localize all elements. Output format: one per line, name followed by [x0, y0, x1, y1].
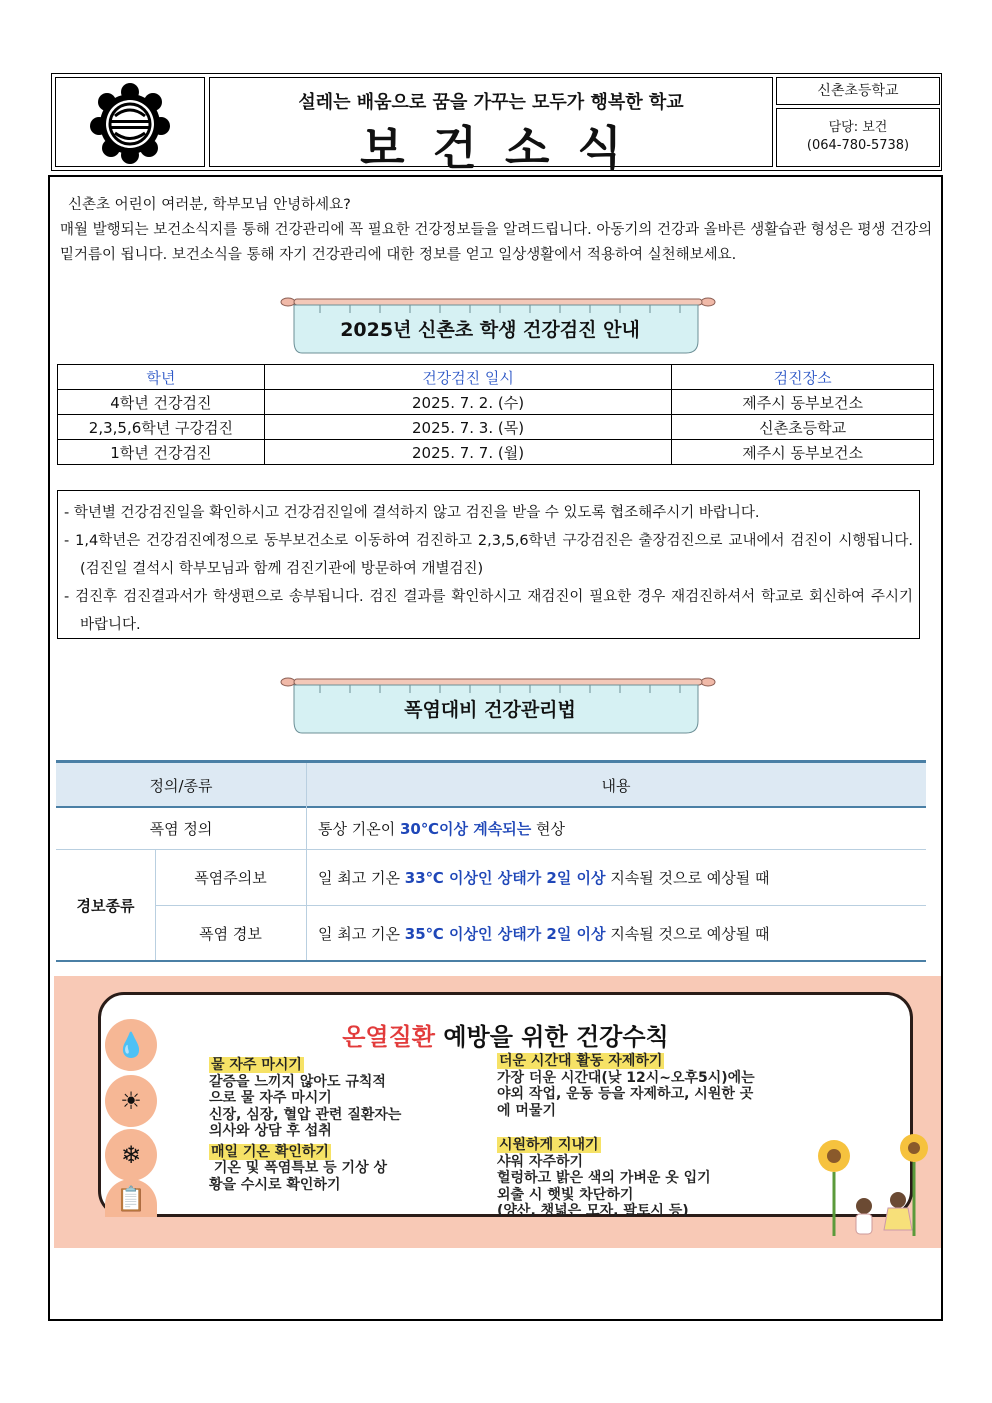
school-logo — [55, 77, 205, 167]
tip-heading: 더운 시간대 활동 자제하기 — [499, 1053, 663, 1069]
grade-cell: 1학년 건강검진 — [58, 440, 265, 465]
sunflower-kids-illustration-icon — [794, 1126, 941, 1248]
place-cell: 제주시 동부보건소 — [672, 440, 934, 465]
date-cell: 2025. 7. 7. (월) — [264, 440, 672, 465]
contact-person: 담당: 보건 — [828, 120, 888, 135]
tip-heading: 시원하게 지내기 — [499, 1137, 599, 1153]
newsletter-title-box — [209, 77, 773, 175]
definition-label: 폭염 정의 — [149, 820, 213, 838]
poster-left-column: 물 자주 마시기 갈증을 느끼지 않아도 규칙적 으로 물 자주 마시기 신장, 심장, 혈압 관련 질환자는 의사와 상담 후 섭취 매일 기온 확인하기 기온 및 폭염특보 등 기상 상 황을 수시로 확인하기 — [209, 1057, 402, 1193]
newsletter-title: 보건소식 — [360, 121, 650, 175]
table-header-row — [58, 365, 934, 390]
table-row — [58, 440, 934, 465]
notice-item: - 학년별 건강검진일을 확인하시고 건강검진일에 결석하지 않고 검진을 받을 수 있도록 협조해주시기 바랍니다. — [64, 505, 760, 521]
school-emblem-icon — [89, 82, 171, 164]
place-cell: 제주시 동부보건소 — [672, 390, 934, 415]
warning-type-label: 경보종류 — [76, 896, 135, 915]
column-header: 내용 — [601, 776, 631, 795]
date-cell: 2025. 7. 3. (목) — [264, 415, 672, 440]
notice-item: - 검진후 검진결과서가 학생편으로 송부됩니다. 검진 결과를 확인하시고 재검진이 필요한 경우 재검진하셔서 학교로 회신하여 주시기 바랍니다. — [64, 589, 913, 633]
column-header: 학년 — [58, 365, 265, 390]
poster-card — [98, 992, 913, 1217]
column-header: 검진장소 — [672, 365, 934, 390]
intro-body: 매월 발행되는 보건소식지를 통해 건강관리에 꼭 필요한 건강정보들을 알려드립니다. 아동기의 건강과 올바른 생활습관 형성은 평생 건강의 밑거름이 됩니다. 보건소식을 통해 자기 건강관리에 대한 정보를 얻고 일상생활에서 적용하여 실천해보세요. — [60, 222, 933, 263]
header — [51, 73, 942, 175]
tip-heading: 물 자주 마시기 — [211, 1057, 302, 1073]
date-cell: 2025. 7. 2. (수) — [264, 390, 672, 415]
advisory-label: 폭염주의보 — [194, 869, 267, 887]
intro-greeting: 신촌초 어린이 여러분, 학부모님 안녕하세요? — [68, 197, 351, 213]
school-name: 신촌초등학교 — [776, 77, 940, 105]
notice-item: - 1,4학년은 건강검진예정으로 동부보건소로 이동하여 검진하고 2,3,5,6학년 구강검진은 출장검진으로 교내에서 검진이 시행됩니다. (검진일 결석시 학부모님과 함께 검진기관에 방문하여 개별검진) — [64, 533, 913, 577]
section2-title: 폭염대비 건강관리법 — [404, 699, 576, 721]
advisory-text: 일 최고 기온 33℃ 이상인 상태가 2일 이상 지속될 것으로 예상될 때 — [318, 869, 770, 887]
poster-title: 온열질환 예방을 위한 건강수칙 — [342, 1023, 669, 1051]
school-slogan: 설레는 배움으로 꿈을 가꾸는 모두가 행복한 학교 — [298, 92, 684, 113]
section1-banner — [280, 295, 700, 357]
warning-text: 일 최고 기온 35℃ 이상인 상태가 2일 이상 지속될 것으로 예상될 때 — [318, 924, 770, 943]
water-bottle-icon: 💧 — [105, 1019, 157, 1071]
checklist-icon: 📋 — [105, 1179, 157, 1217]
definition-text: 통상 기온이 30℃이상 계속되는 현상 — [318, 820, 565, 838]
section1-title: 2025년 신촌초 학생 건강검진 안내 — [340, 319, 640, 341]
contact-phone: (064-780-5738) — [806, 138, 910, 153]
column-header: 정의/종류 — [149, 776, 213, 795]
heatwave-table — [56, 760, 926, 962]
poster-right-column: 더운 시간대 활동 자제하기 가장 더운 시간대(낮 12시~오후5시)에는 야외 작업, 운동 등을 자제하고, 시원한 곳 에 머물기 시원하게 지내기 샤워 자주하기 헐렁하고 밝은 색의 가벼운 옷 입기 외출 시 햇빛 차단하기 (양산, 챙넓은 모자, 팔토시 등) — [497, 1053, 755, 1219]
warning-label: 폭염 경보 — [199, 924, 262, 943]
grade-cell: 4학년 건강검진 — [58, 390, 265, 415]
table-row — [58, 415, 934, 440]
intro — [60, 193, 940, 268]
section2-banner — [280, 675, 700, 737]
place-cell: 신촌초등학교 — [672, 415, 934, 440]
sunscreen-icon: ☀ — [105, 1075, 157, 1127]
home-cool-icon: ❄ — [105, 1129, 157, 1181]
grade-cell: 2,3,5,6학년 구강검진 — [58, 415, 265, 440]
contact-box — [776, 108, 940, 167]
column-header: 건강검진 일시 — [264, 365, 672, 390]
tip-heading: 매일 기온 확인하기 — [211, 1143, 329, 1160]
heat-illness-poster — [54, 976, 941, 1248]
checkup-schedule-table — [57, 364, 934, 465]
table-row — [58, 390, 934, 415]
checkup-notice-box — [57, 490, 920, 639]
